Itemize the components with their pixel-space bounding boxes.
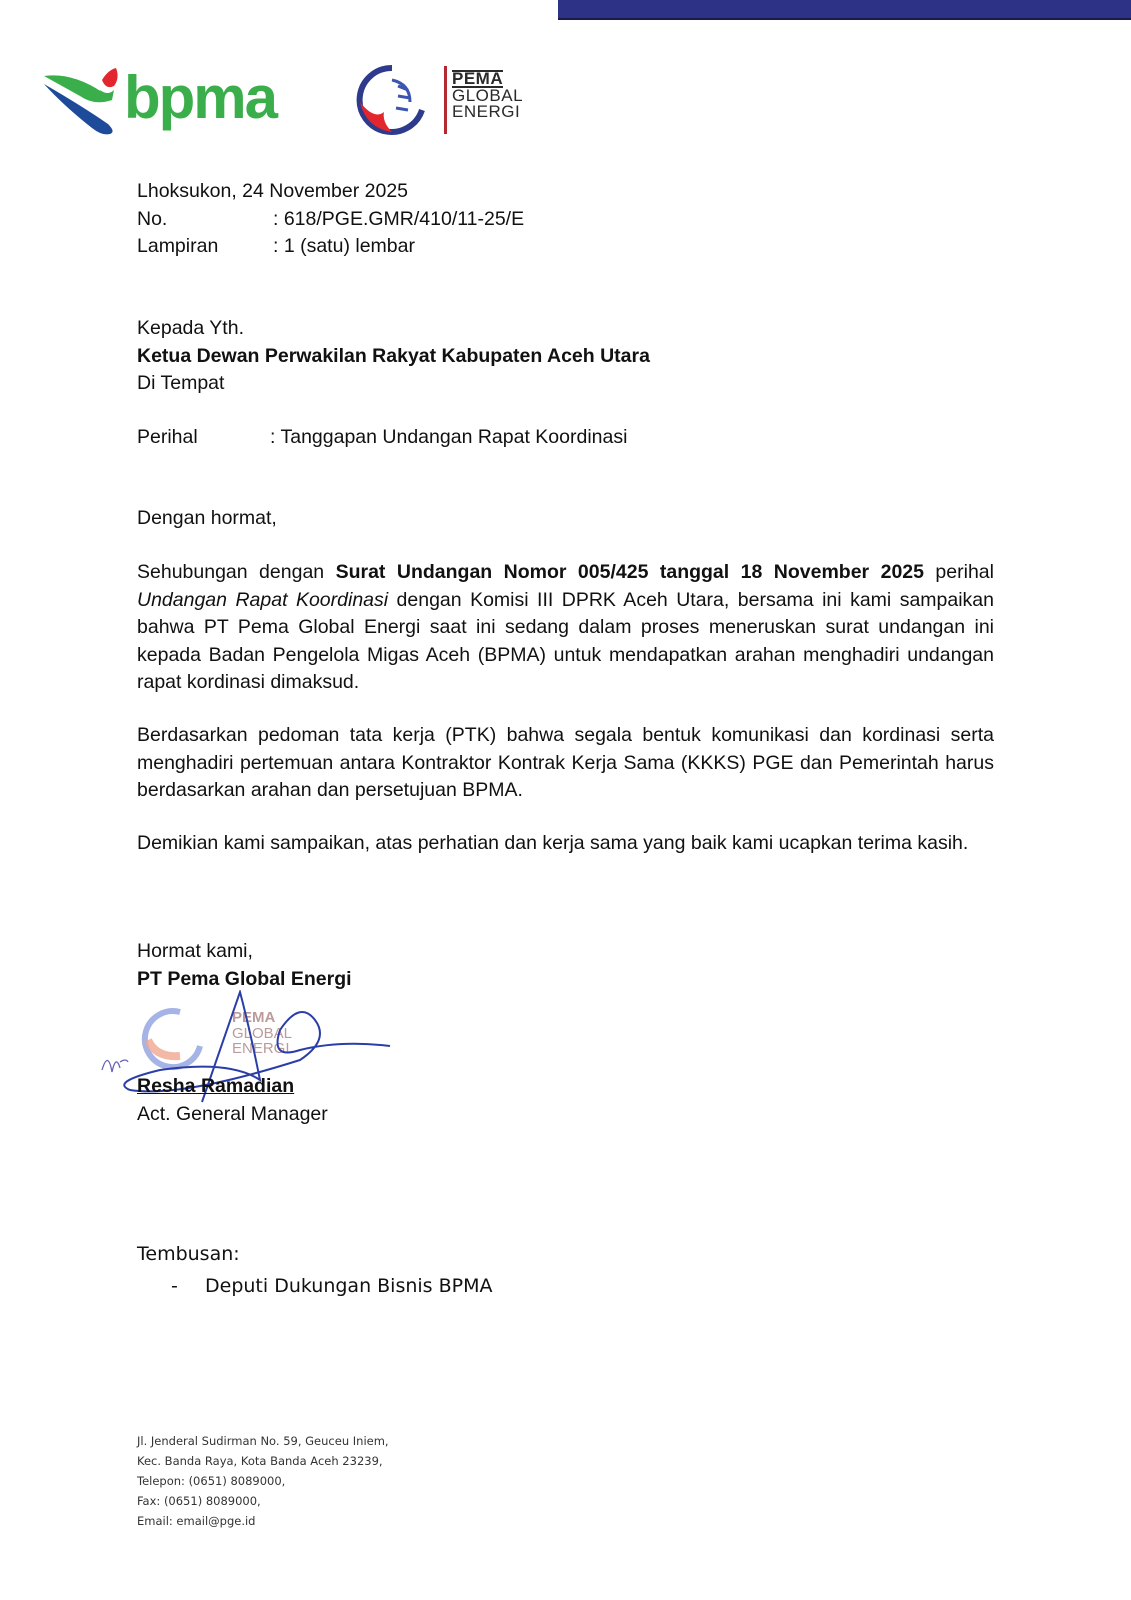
bpma-wordmark: bpma xyxy=(124,66,277,131)
attachment-row xyxy=(137,233,524,261)
globe-icon xyxy=(352,62,432,138)
body-paragraph-3: Demikian kami sampaikan, atas perhatian dan kerja sama yang baik kami ucapkan terima kasih. xyxy=(137,832,969,854)
footer-fax: Fax: (0651) 8089000, xyxy=(137,1494,261,1508)
recipient-block xyxy=(137,315,650,398)
copies-item-text: Deputi Dukungan Bisnis BPMA xyxy=(205,1275,493,1297)
svg-text:PEMA: PEMA xyxy=(232,1009,276,1026)
svg-text:ENERGI: ENERGI xyxy=(232,1040,290,1057)
closing-block xyxy=(137,938,352,993)
letter-number-value: : 618/PGE.GMR/410/11-25/E xyxy=(273,207,525,230)
header-color-bar xyxy=(558,0,1131,20)
letter-number-row xyxy=(137,206,524,234)
p1-reference: Surat Undangan Nomor 005/425 tanggal 18 November 2025 xyxy=(335,561,924,583)
copies-label: Tembusan: xyxy=(137,1243,240,1265)
pge-wordmark-pema: PEMA xyxy=(452,69,504,88)
company-name: PT Pema Global Energi xyxy=(137,967,352,990)
footer-line: Kec. Banda Raya, Kota Banda Aceh 23239, xyxy=(137,1454,383,1468)
signer-block xyxy=(137,1073,328,1128)
subject-value: : Tanggapan Undangan Rapat Koordinasi xyxy=(270,426,628,448)
letter-number-label: No. xyxy=(137,207,168,230)
footer-phone: Telepon: (0651) 8089000, xyxy=(137,1474,286,1488)
logo-divider xyxy=(444,66,447,134)
recipient-location: Di Tempat xyxy=(137,372,225,394)
svg-text:GLOBAL: GLOBAL xyxy=(232,1025,293,1042)
p1-subject: Undangan Rapat Koordinasi xyxy=(137,588,389,611)
place-date: Lhoksukon, 24 November 2025 xyxy=(137,180,409,202)
pge-wordmark-global: GLOBAL xyxy=(452,86,524,105)
bpma-emblem-icon xyxy=(44,68,118,134)
greeting: Dengan hormat, xyxy=(137,507,277,529)
attachment-value: : 1 (satu) lembar xyxy=(273,235,415,257)
recipient-salutation: Kepada Yth. xyxy=(137,317,244,339)
p1-text-c: dengan Komisi III DPRK Aceh Utara, bersama ini kami sampaikan bahwa PT Pema Global Energi saat ini sedang dalam proses meneruskan surat undangan ini kepada Badan Pengelola Migas Aceh (BPMA) untuk mendapatkan arahan menghadiri undangan rapat kordinasi dimaksud. xyxy=(137,588,994,693)
subject-row xyxy=(137,424,627,452)
closing: Hormat kami, xyxy=(137,940,253,962)
subject-label: Perihal xyxy=(137,426,198,448)
attachment-label: Lampiran xyxy=(137,235,219,257)
copies-list-item xyxy=(171,1270,493,1302)
pema-global-energi-logo xyxy=(352,62,552,138)
pge-wordmark-energi: ENERGI xyxy=(452,102,521,121)
pge-wordmark xyxy=(452,70,523,120)
list-bullet-dash: - xyxy=(171,1275,178,1297)
body-paragraph-1 xyxy=(137,559,994,697)
bpma-logo xyxy=(42,66,317,136)
p1-text-a: Sehubungan dengan xyxy=(137,561,336,583)
signer-name: Resha Ramadian xyxy=(137,1075,295,1097)
p1-text-b: perihal xyxy=(923,561,994,583)
signer-title: Act. General Manager xyxy=(137,1102,328,1125)
recipient-name: Ketua Dewan Perwakilan Rakyat Kabupaten Aceh Utara xyxy=(137,344,650,367)
copies-block xyxy=(137,1238,493,1302)
footer-email: Email: email@pge.id xyxy=(137,1514,256,1528)
footer-address xyxy=(137,1431,389,1531)
footer-line: Jl. Jenderal Sudirman No. 59, Geuceu Iniem, xyxy=(137,1434,389,1448)
body-paragraph-2: Berdasarkan pedoman tata kerja (PTK) bahwa segala bentuk komunikasi dan kordinasi serta menghadiri pertemuan antara Kontraktor Kontrak Kerja Sama (KKKS) PGE dan Pemerintah harus berdasarkan arahan dan persetujuan BPMA. xyxy=(137,724,994,801)
letter-meta xyxy=(137,178,524,261)
